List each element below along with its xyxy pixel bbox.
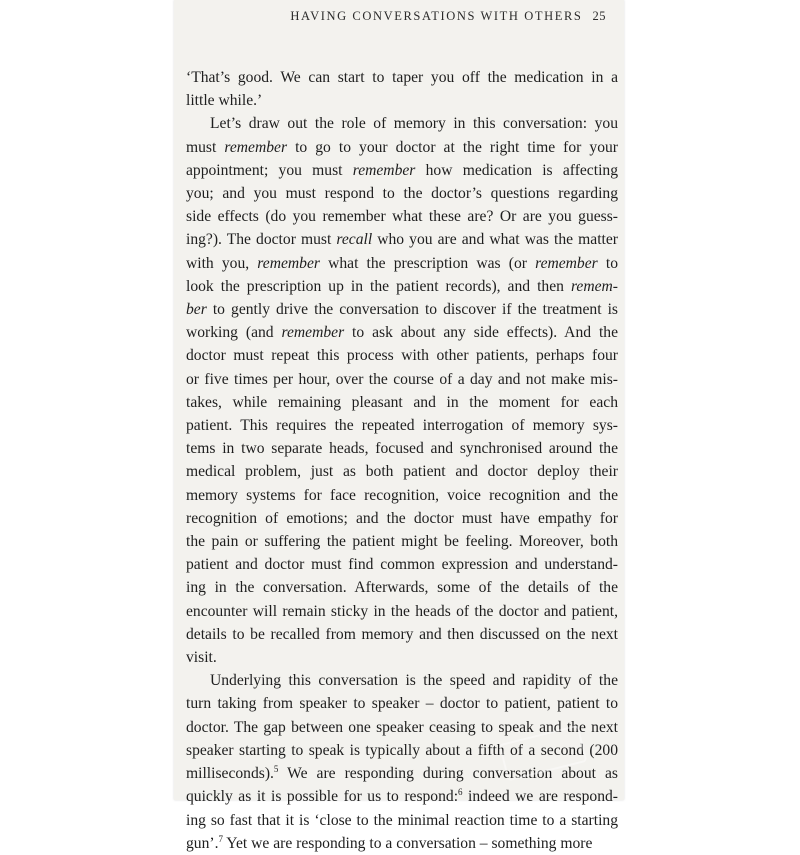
running-title: HAVING CONVERSATIONS WITH OTHERS [290,9,583,23]
italic-word: remember [257,254,320,272]
text-line: milliseconds).$^5$ We are responding during conversation about as [186,763,618,783]
text-line: memory systems for face recognition, voice recognition and the [186,486,618,504]
text-line: ing so fast that it is ‘close to the minimal reaction time to a starting [186,811,618,829]
text-line: you; and you must respond to the doctor’s questions regarding [186,185,618,203]
text-line: turn taking from speaker to speaker – doctor to patient, patient to [186,695,618,713]
text-line: little while.’ [186,92,263,110]
text-line: quickly as it is possible for us to respond:$^6$ indeed we are respond- [186,787,618,806]
running-head [290,9,606,24]
footnote-marker: 6 [458,787,463,798]
text-line: look the prescription up in the patient records), and then remem- [186,277,618,295]
italic-word: remember [224,138,288,156]
text-line: doctor. The gap between one speaker ceasing to speak and the next [186,718,618,736]
text-line: ber to gently drive the conversation to discover if the treatment is [186,301,618,319]
book-page [174,0,624,852]
text-line: patient. This requires the repeated interrogation of memory sys- [186,417,618,435]
text-line: appointment; you must remember how medication is affecting [186,161,618,179]
italic-word: remember [281,324,345,342]
footnote-marker: 7 [218,833,223,844]
text-line: the pain or suffering the patient might be feeling. Moreover, both [186,533,618,551]
text-line: Let’s draw out the role of memory in this conversation: you [210,115,618,133]
italic-word: ber [186,301,207,319]
text-line: medical problem, just as both patient and doctor deploy their [186,463,618,481]
paragraph [186,66,618,112]
text-line: details to be recalled from memory and then discussed on the next [186,625,618,643]
text-line: doctor must repeat this process with other patients, perhaps four [186,347,618,365]
text-line: side effects (do you remember what these are? Or are you guess- [186,208,618,226]
paragraph [186,112,618,669]
footnote-marker: 5 [273,763,279,774]
text-line: working (and remember to ask about any side effects). And the [186,324,618,342]
text-line: encounter will remain sticky in the heads of the doctor and patient, [186,602,618,620]
page-number: 25 [592,9,606,23]
text-line: ing in the conversation. Afterwards, some of the details of the [186,579,618,597]
italic-word: recall [336,231,373,249]
text-line: speaker starting to speak is typically about a fifth of a second (200 [186,741,618,759]
text-line: visit. [186,649,217,667]
text-line: must remember to go to your doctor at the right time for your [186,138,618,156]
text-line: Underlying this conversation is the speed and rapidity of the [210,672,618,690]
italic-word: remember [535,254,598,272]
text-line: ing?). The doctor must recall who you are and what was the matter [186,231,618,249]
text-line: tems in two separate heads, focused and synchronised around the [186,440,618,458]
text-line: ‘That’s good. We can start to taper you off the medication in a [186,69,618,86]
italic-word: remember [352,161,416,179]
italic-word: remem- [570,277,618,295]
text-line: with you, remember what the prescription was (or remember to [186,254,619,272]
text-line: or five times per hour, over the course of a day and not make mis- [186,370,618,388]
text-line: takes, while remaining pleasant and in the moment for each [186,393,618,411]
text-line: gun’.$^7$ Yet we are responding to a conversation – something more [186,833,593,852]
text-line: recognition of emotions; and the doctor must have empathy for [186,509,618,527]
text-line: patient and doctor must find common expression and understand- [186,556,618,574]
